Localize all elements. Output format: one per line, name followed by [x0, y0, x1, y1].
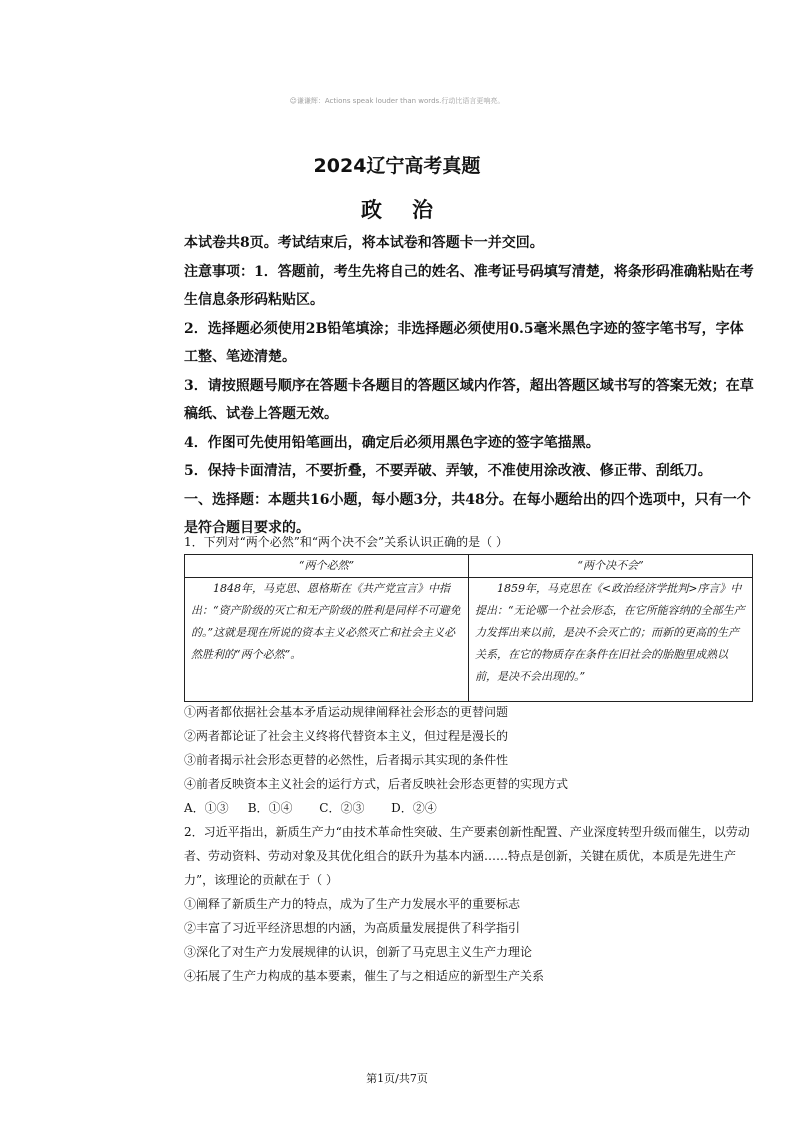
table-cell-text: 1859年，马克思在《<政治经济学批判>序言》中提出：“无论哪一个社会形态，在它所能容纳的全部生产力发挥出来以前，是决不会灭亡的；而新的更高的生产关系，在它的物质存在条件在旧社会的胎胞里成熟以前，是决不会出现的。” [475, 582, 745, 683]
section-heading: 一、选择题：本题共16小题，每小题3分，共48分。在每小题给出的四个选项中，只有一个是符合题目要求的。 [184, 491, 751, 536]
list-item: ③前者揭示社会形态更替的必然性，后者揭示其实现的条件性 [184, 753, 509, 767]
watermark: ☺谦谦辉：Actions speak louder than words.行动比语言更响亮。 [289, 97, 505, 105]
question-1-stem [184, 530, 764, 554]
answer-options: A．①③ B．①④ C．②③ D．②④ [184, 801, 437, 815]
table-cell-left [185, 578, 469, 702]
list-item: ②两者都论证了社会主义终将代替资本主义，但过程是漫长的 [184, 729, 509, 743]
instruction-line: 本试卷共8页。考试结束后，将本试卷和答题卡一并交回。 [184, 235, 544, 251]
list-item: ④前者反映资本主义社会的运行方式，后者反映社会形态更替的实现方式 [184, 777, 569, 791]
instruction-line: 5．保持卡面清洁，不要折叠，不要弄破、弄皱，不准使用涂改液、修正带、刮纸刀。 [184, 463, 712, 479]
question-2 [184, 820, 759, 988]
table-cell-text: 1848年，马克思、恩格斯在《共产党宣言》中指出：“资产阶级的灭亡和无产阶级的胜利是同样不可避免的。”这就是现在所说的资本主义必然灭亡和社会主义必然胜利的“两个必然”。 [191, 582, 461, 661]
question-stem: 2．习近平指出，新质生产力“由技术革命性突破、生产要素创新性配置、产业深度转型升级而催生，以劳动者、劳动资料、劳动对象及其优化组合的跃升为基本内涵……特点是创新，关键在质优，本质是先进生产力”，该理论的贡献在于（ ） [184, 825, 750, 887]
list-item: ③深化了对生产力发展规律的认识，创新了马克思主义生产力理论 [184, 945, 533, 959]
instruction-line: 注意事项：1．答题前，考生先将自己的姓名、准考证号码填写清楚，将条形码准确粘贴在考生信息条形码粘贴区。 [184, 263, 754, 308]
instructions [184, 229, 754, 543]
question-1-items [184, 700, 764, 820]
table-header-right: “两个决不会” [469, 555, 753, 578]
list-item: ①两者都依据社会基本矛盾运动规律阐释社会形态的更替问题 [184, 705, 509, 719]
instruction-line: 2．选择题必须使用2B铅笔填涂；非选择题必须使用0.5毫米黑色字迹的签字笔书写，字体工整、笔迹清楚。 [184, 320, 744, 365]
page-number: 第1页/共7页 [366, 1072, 428, 1085]
table-header-left: “两个必然” [185, 555, 469, 578]
list-item: ②丰富了习近平经济思想的内涵，为高质量发展提供了科学指引 [184, 921, 521, 935]
page-title: 2024辽宁高考真题 [313, 155, 481, 177]
question-stem: 1．下列对“两个必然”和“两个决不会”关系认识正确的是（ ） [184, 535, 508, 549]
subject-heading: 政治 [361, 198, 463, 222]
instruction-line: 4．作图可先使用铅笔画出，确定后必须用黑色字迹的签字笔描黑。 [184, 434, 600, 451]
quote-table [184, 554, 753, 702]
table-cell-right [469, 578, 753, 702]
instruction-line: 3．请按照题号顺序在答题卡各题目的答题区域内作答，超出答题区域书写的答案无效；在草稿纸、试卷上答题无效。 [184, 377, 754, 422]
list-item: ①阐释了新质生产力的特点，成为了生产力发展水平的重要标志 [184, 897, 521, 911]
list-item: ④拓展了生产力构成的基本要素，催生了与之相适应的新型生产关系 [184, 969, 545, 983]
